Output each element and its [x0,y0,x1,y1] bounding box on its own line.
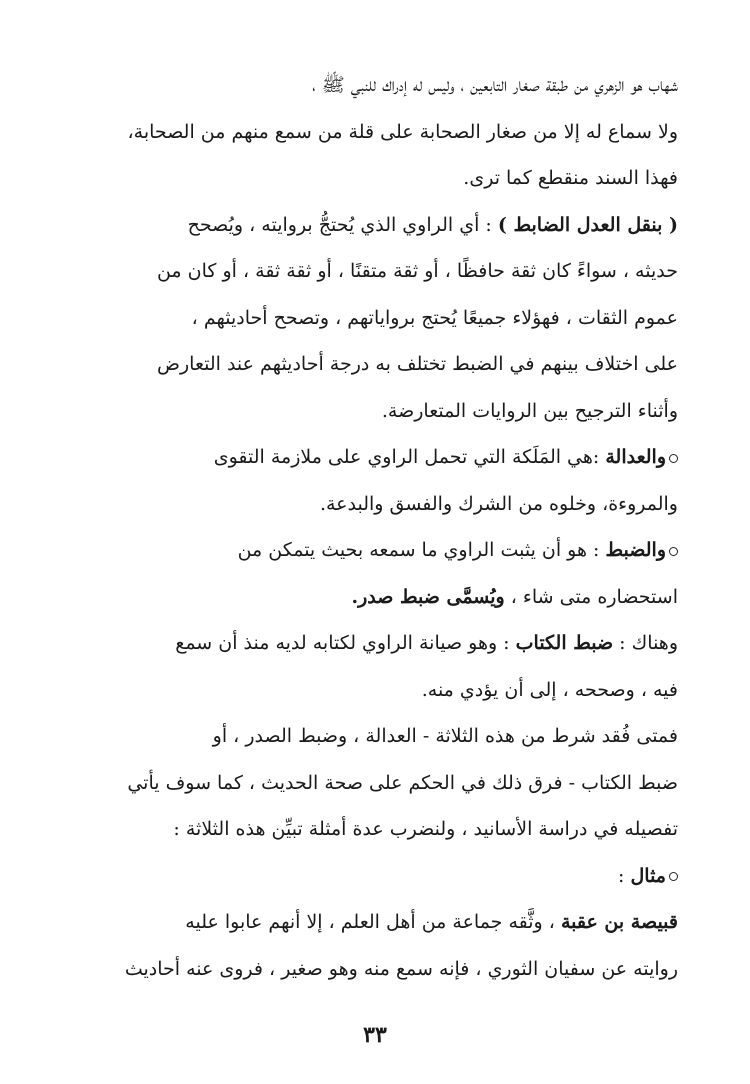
text-line: حديثه ، سواءً كان ثقة حافظًا ، أو ثقة متقنًا ، أو ثقة ثقة ، أو كان من [156,260,678,282]
text-line [70,434,678,481]
text-line: فهذا السند منقطع كما ترى. [463,167,678,189]
line-rest: : أي الراوي الذي يُحتجُّ بروايته ، ويُصحح [187,213,498,236]
text-line [70,620,678,667]
line-rest: :هي المَلَكة التي تحمل الراوي على ملازمة التقوى [213,446,606,468]
text-line [70,202,678,249]
text-line [70,853,678,900]
bold-term: ضبط الكتاب [515,632,614,654]
text-line: ضبط الكتاب - فرق ذلك في الحكم على صحة الحديث ، كما سوف يأتي [127,771,678,794]
text-line: ولا سماع له إلا من صغار الصحابة على قلة من سمع منهم من الصحابة، [127,120,678,143]
page-body [70,62,678,992]
text-line: شهاب هو الزهري من طبقة صغار التابعين ، وليس له إدراك للنبي ﷺ ، [312,74,678,96]
bullet-icon [669,547,678,556]
text-line: روايته عن سفيان الثوري ، فإنه سمع منه وهو صغير ، فروى عنه أحاديث [124,957,678,980]
line-text: وهناك : [613,632,678,654]
bold-term: والضبط [605,539,666,561]
text-line: والمروءة، وخلوه من الشرك والفسق والبدعة. [319,492,678,515]
text-line [70,574,678,621]
text-line: فيه ، وصححه ، إلى أن يؤدي منه. [421,678,678,701]
text-line: تفصيله في دراسة الأسانيد ، ولنضرب عدة أمثلة تبيِّن هذه الثلاثة : [173,818,678,840]
text-line: عموم الثقات ، فهؤلاء جميعًا يُحتج برواياتهم ، وتصحح أحاديثهم ، [191,306,678,329]
bold-term: ويُسمَّى ضبط صدر. [351,585,505,608]
line-rest: : وهو صيانة الراوي لكتابه لديه منذ أن سمع [175,632,516,654]
line-rest: ، وثَّقه جماعة من أهل العلم ، إلا أنهم عابوا عليه [185,911,561,933]
bullet-icon [669,872,678,881]
bold-term: قبيصة بن عقبة [560,911,678,933]
bullet-icon [669,454,678,463]
line-rest: : [618,864,631,887]
bold-term: والعدالة [605,446,666,468]
page-number: ٣٣ [363,1022,387,1048]
bold-term: ( بنقل العدل الضابط ) [497,213,678,236]
line-rest: : هو أن يثبت الراوي ما سمعه بحيث يتمكن من [237,539,606,561]
text-line [70,527,678,574]
text-line: وأثناء الترجيح بين الروايات المتعارضة. [381,399,678,422]
line-text: استحضاره متى شاء ، [504,585,678,608]
text-line: فمتى فُقد شرط من هذه الثلاثة - العدالة ، وضبط الصدر ، أو [212,725,678,747]
text-line [70,899,678,946]
bold-term: مثال [630,864,666,887]
text-line: على اختلاف بينهم في الضبط تختلف به درجة أحاديثهم عند التعارض [157,353,678,375]
